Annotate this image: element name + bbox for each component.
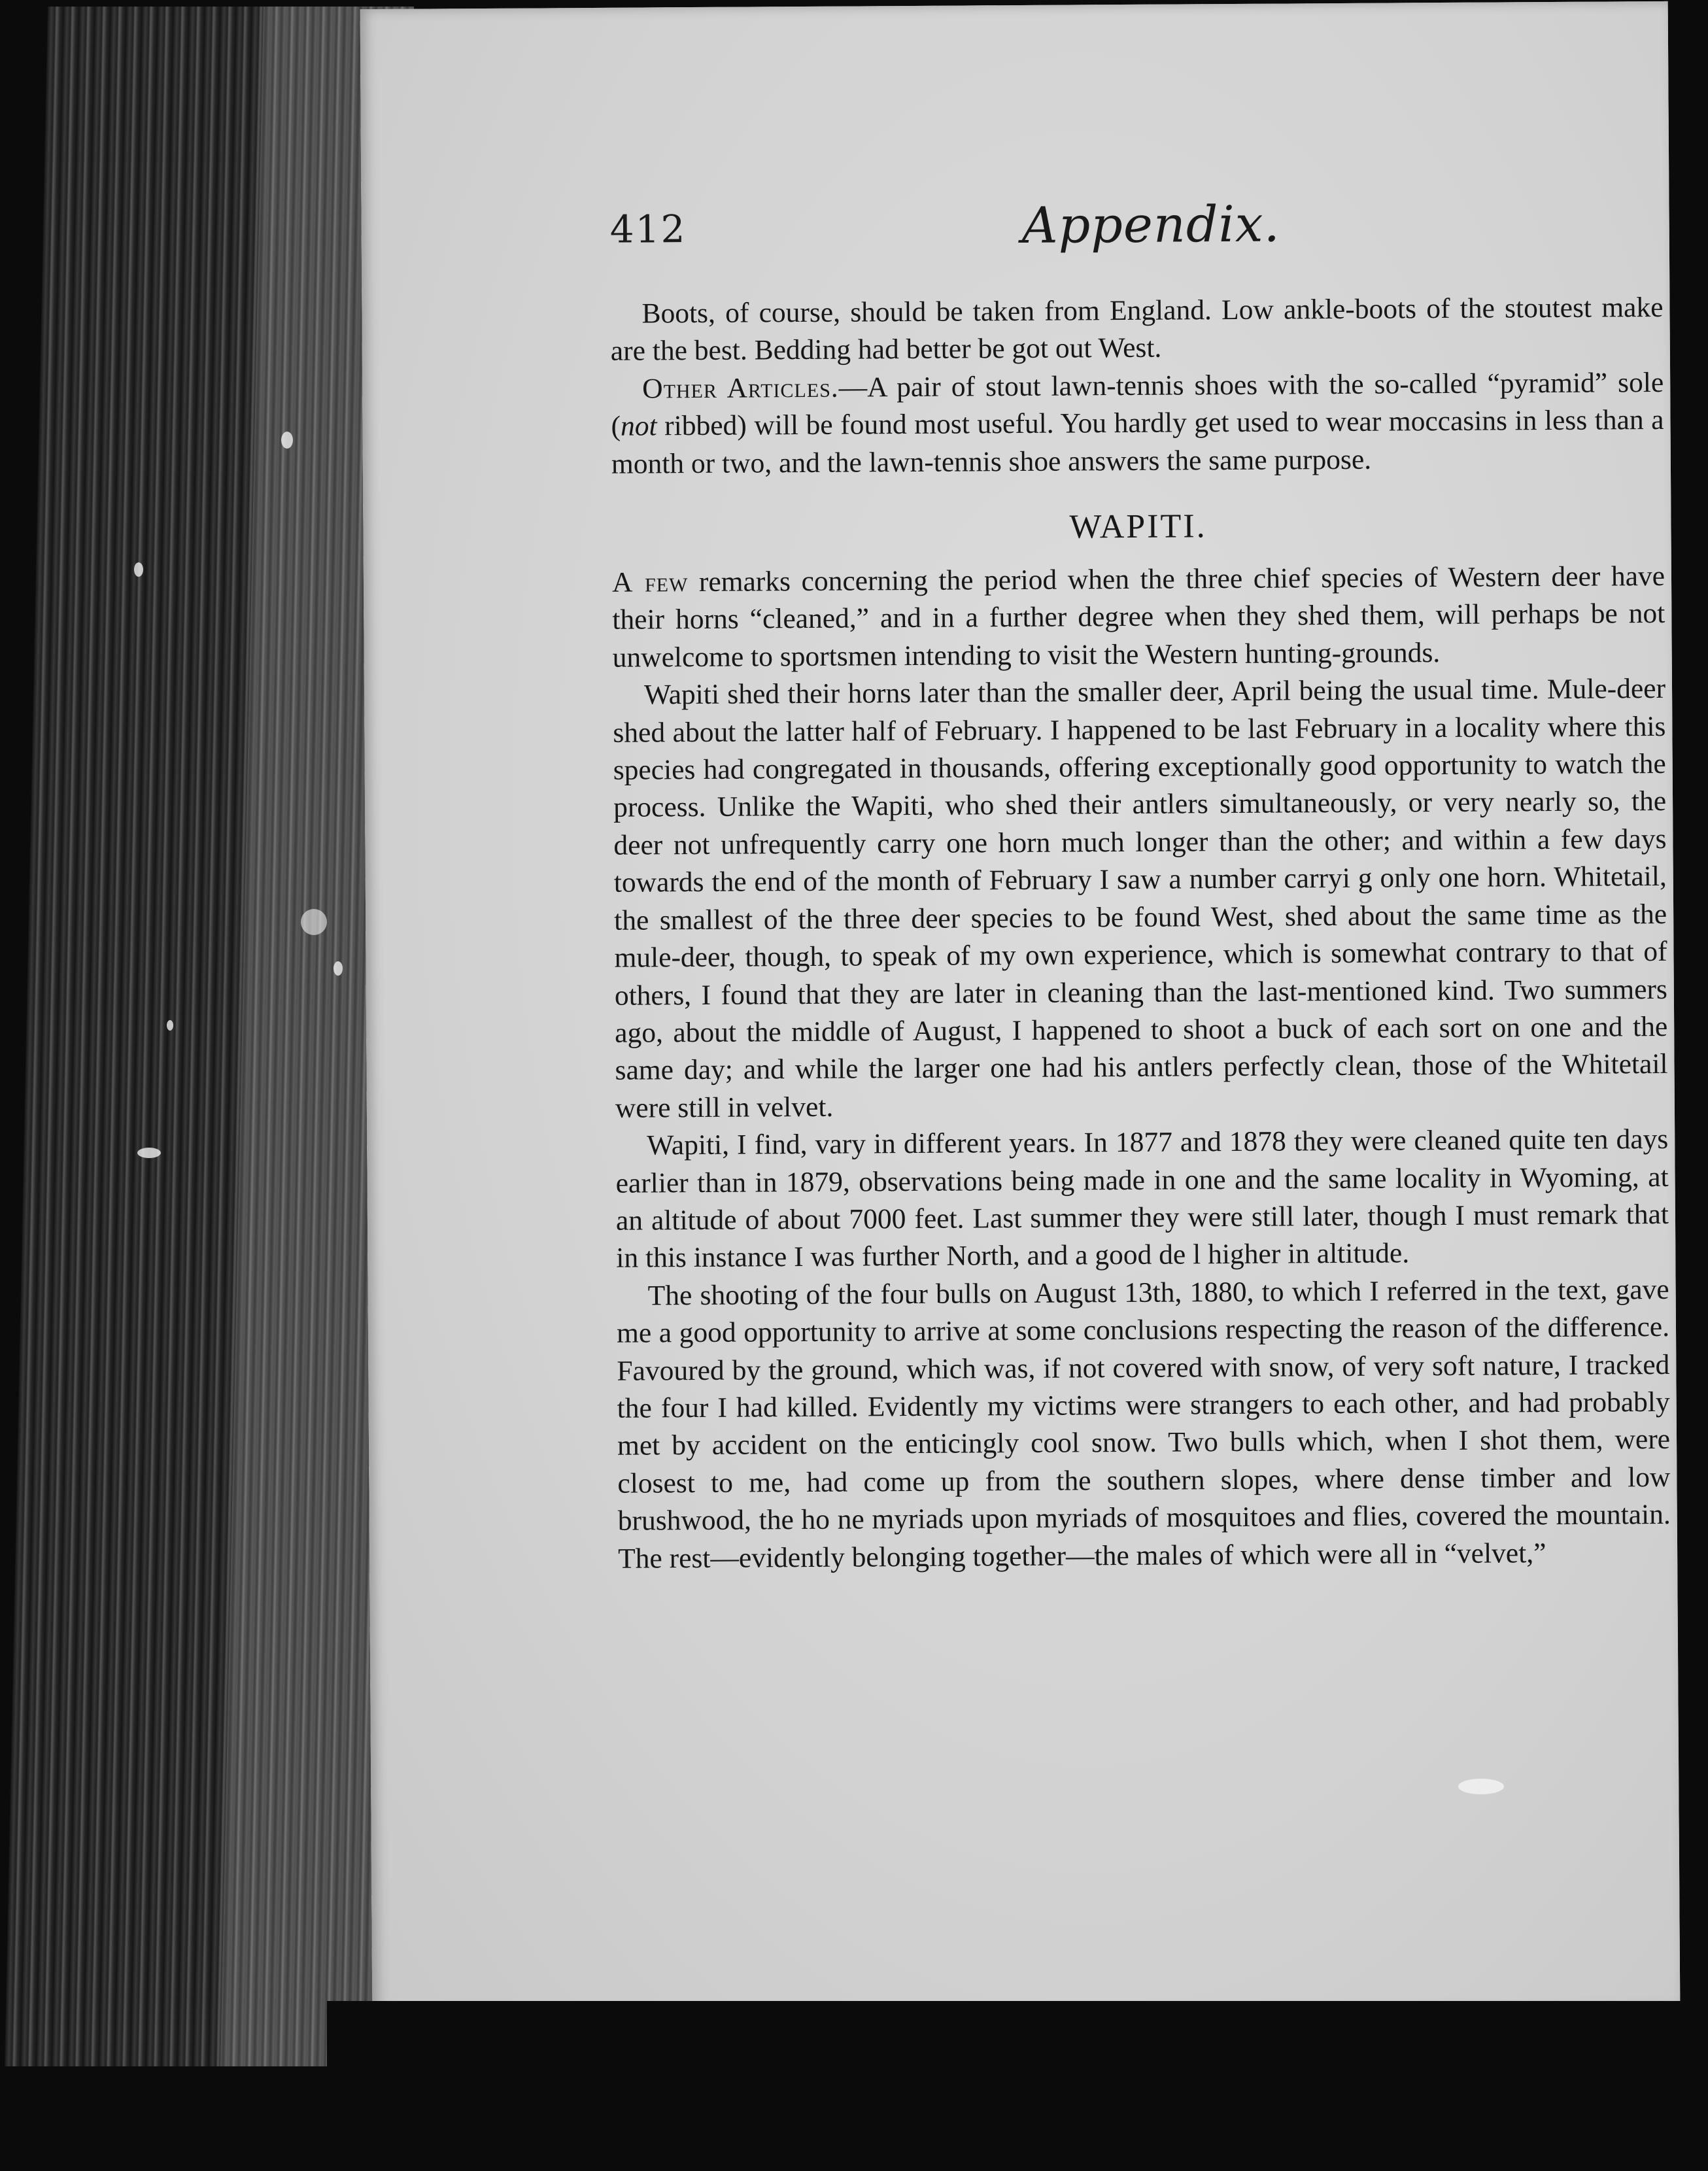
page-number: 412 — [609, 207, 687, 252]
paragraph-four-bulls — [616, 1271, 1671, 1578]
paragraph-other-articles — [611, 364, 1664, 483]
paragraph-years — [615, 1121, 1669, 1277]
paragraph-intro — [612, 558, 1665, 677]
intro-first-letter: A — [611, 566, 634, 598]
dust-speck — [137, 1148, 161, 1158]
scan-bottom-margin — [327, 2001, 1708, 2171]
section-heading-wapiti: WAPITI. — [1069, 507, 1207, 546]
running-title: Appendix. — [1021, 194, 1281, 254]
paragraph-shedding — [613, 670, 1668, 1127]
other-articles-text: —A pair of stout lawn-tennis shoes with the so-called “pyramid” sole ( — [611, 366, 1664, 443]
other-articles-rest: ribbed) will be found most useful. You hardly get used to wear moccasins in less than a month or two, and the lawn-tennis shoe answers the same purpose. — [611, 404, 1664, 480]
book-page-edges — [5, 7, 414, 2066]
paragraph-years-text: Wapiti, I find, vary in different years. In 1877 and 1878 they were cleaned quite ten days earlier than in 1879, observations being made in one and the same locality in Wyoming, at an altitude of about 7000 feet. Last summer they were still later, though I must remark that in this instance I was further North, and a good de l higher in altitude. — [615, 1123, 1669, 1274]
intro-small-caps: few — [644, 566, 689, 598]
other-articles-heading: Other Articles. — [642, 371, 839, 405]
paragraph-boots-text: Boots, of course, should be taken from England. Low ankle-boots of the stoutest make are the best. Bedding had better be got out West. — [610, 291, 1664, 368]
paragraph-shedding-text: Wapiti shed their horns later than the smaller deer, April being the usual time. Mule-deer shed about the latter half of February. I happened to be last February in a locality where this species had congregated in thousands, offering exceptionally good opportunity to watch the process. Unlike the Wapiti, who shed their antlers simultaneously, or very nearly so, the deer not unfrequently carry one horn much longer than the other; and within a few days towards the end of the month of February I saw a number carryi g only one horn. Whitetail, the smallest of the three deer species to be found West, shed about the same time as the mule-deer, though, to speak of my own experience, which is somewhat contrary to that of others, I found that they are later in cleaning than the last-mentioned kind. Two summers ago, about the middle of August, I happened to shoot a buck of each sort on one and the same day; and while the larger one had his antlers perfectly clean, those of the Whitetail were still in velvet. — [613, 673, 1668, 1124]
intro-text: remarks concerning the period when the three chief species of Western deer have their horns “cleaned,” and in a further degree when they shed them, will perhaps be not unwelcome to sportsmen intending to visit the Western hunting-grounds. — [612, 560, 1665, 674]
dust-speck — [333, 961, 343, 976]
other-articles-italic: not — [620, 410, 657, 442]
paragraph-four-bulls-text: The shooting of the four bulls on August 13th, 1880, to which I referred in the text, gave me a good opportunity to arrive at some conclusions respecting the reason of the difference. Favoured by the ground, which was, if not covered with snow, of very soft nature, I tracked the four I had killed. Evidently my victims were strangers to each other, and had probably met by accident on the enticingly cool snow. Two bulls which, when I shot them, were closest to me, had come up from the southern slopes, where dense timber and low brushwood, the ho ne myriads upon myriads of mosquitoes and flies, covered the mountain. The rest—evidently belonging together—the males of which were all in “velvet,” — [616, 1273, 1671, 1575]
dust-speck — [134, 562, 143, 577]
dust-speck — [281, 432, 293, 449]
page-body — [610, 289, 1671, 1578]
dust-speck — [167, 1020, 173, 1031]
dust-speck — [1458, 1779, 1504, 1794]
book-page — [360, 1, 1681, 2017]
scan-right-margin — [1682, 0, 1708, 2171]
dust-speck — [301, 909, 327, 935]
paragraph-boots — [610, 289, 1664, 371]
